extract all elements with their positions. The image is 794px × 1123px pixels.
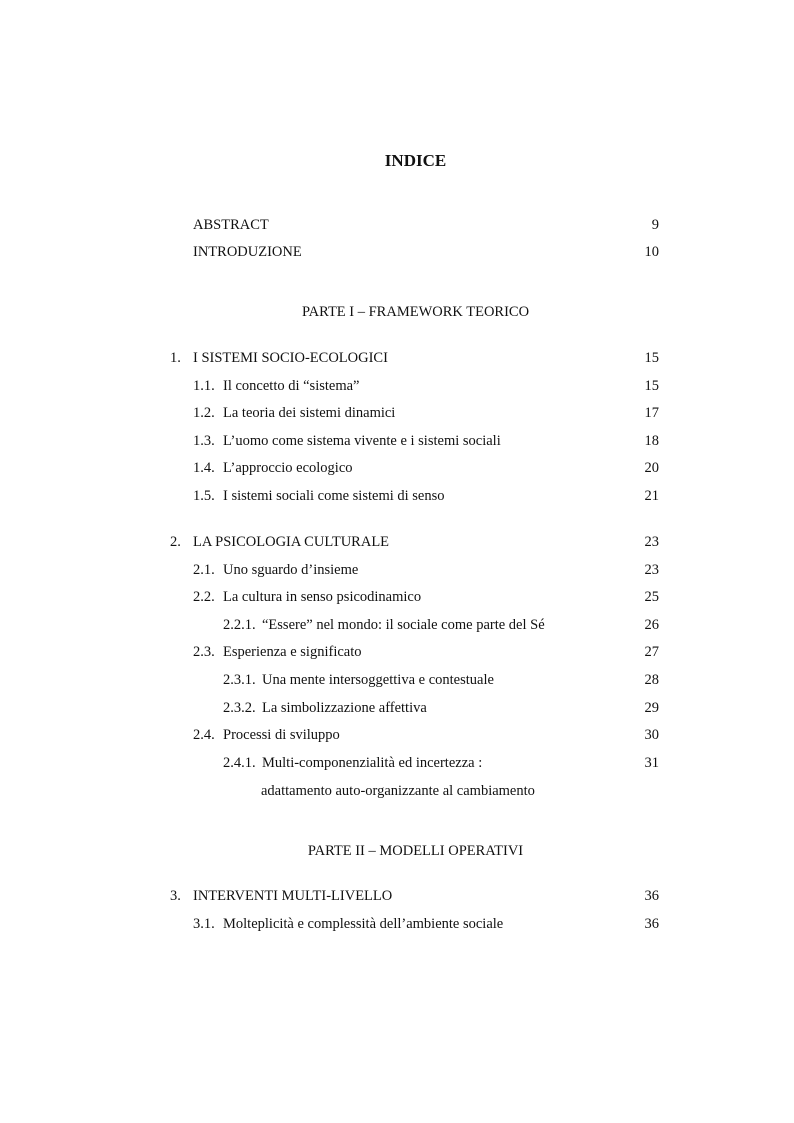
entry-label: L’uomo come sistema vivente e i sistemi sociali: [223, 433, 501, 449]
entry-label: L’approccio ecologico: [223, 460, 353, 476]
entry-label: La teoria dei sistemi dinamici: [223, 405, 396, 421]
entry-label: ABSTRACT: [193, 217, 269, 233]
entry-page: 15: [644, 350, 659, 366]
entry-number: 1.4.: [193, 460, 215, 476]
entry-number: 2.3.: [193, 644, 215, 660]
entry-number: 2.3.2.: [223, 700, 256, 716]
entry-label: adattamento auto-organizzante al cambiamento: [261, 783, 535, 799]
entry-label: Processi di sviluppo: [223, 727, 340, 743]
entry-label: LA PSICOLOGIA CULTURALE: [193, 534, 390, 550]
entry-label: Esperienza e significato: [223, 644, 362, 660]
entry-number: 1.: [170, 350, 181, 366]
entry-page: 30: [644, 727, 659, 743]
entry-page: 36: [644, 916, 659, 932]
entry-number: 1.1.: [193, 378, 215, 394]
entry-label: “Essere” nel mondo: il sociale come parte del Sé: [262, 617, 545, 633]
entry-page: 23: [644, 534, 659, 550]
entry-label: La simbolizzazione affettiva: [262, 700, 427, 716]
entry-number: 2.4.1.: [223, 755, 256, 771]
entry-label: Uno sguardo d’insieme: [223, 562, 359, 578]
entry-page: 20: [644, 460, 659, 476]
entry-page: 10: [644, 244, 659, 260]
part-heading-1: PARTE I – FRAMEWORK TEORICO: [301, 304, 530, 320]
entry-number: 3.1.: [193, 916, 215, 932]
entry-number: 1.2.: [193, 405, 215, 421]
entry-label: I SISTEMI SOCIO-ECOLOGICI: [193, 350, 388, 366]
entry-label: INTRODUZIONE: [193, 244, 302, 260]
entry-page: 18: [644, 433, 659, 449]
entry-label: Una mente intersoggettiva e contestuale: [262, 672, 494, 688]
entry-number: 2.4.: [193, 727, 215, 743]
entry-page: 25: [644, 589, 659, 605]
entry-label: Il concetto di “sistema”: [223, 378, 360, 394]
page-title: INDICE: [384, 151, 447, 170]
entry-page: 26: [644, 617, 659, 633]
entry-page: 15: [644, 378, 659, 394]
entry-page: 23: [644, 562, 659, 578]
entry-number: 1.3.: [193, 433, 215, 449]
entry-number: 2.1.: [193, 562, 215, 578]
entry-number: 2.: [170, 534, 181, 550]
entry-page: 36: [644, 888, 659, 904]
entry-page: 27: [644, 644, 659, 660]
entry-number: 2.2.: [193, 589, 215, 605]
entry-label: INTERVENTI MULTI-LIVELLO: [193, 888, 393, 904]
entry-label: I sistemi sociali come sistemi di senso: [223, 488, 445, 504]
entry-page: 29: [644, 700, 659, 716]
entry-page: 17: [644, 405, 659, 421]
entry-page: 31: [644, 755, 659, 771]
entry-number: 2.3.1.: [223, 672, 256, 688]
entry-label: Multi-componenzialità ed incertezza :: [262, 755, 483, 771]
entry-label: La cultura in senso psicodinamico: [223, 589, 422, 605]
entry-number: 2.2.1.: [223, 617, 256, 633]
entry-label: Molteplicità e complessità dell’ambiente sociale: [223, 916, 504, 932]
part-heading-2: PARTE II – MODELLI OPERATIVI: [307, 843, 524, 859]
entry-page: 28: [644, 672, 659, 688]
entry-page: 9: [651, 217, 659, 233]
entry-number: 1.5.: [193, 488, 215, 504]
entry-number: 3.: [170, 888, 181, 904]
entry-page: 21: [644, 488, 659, 504]
